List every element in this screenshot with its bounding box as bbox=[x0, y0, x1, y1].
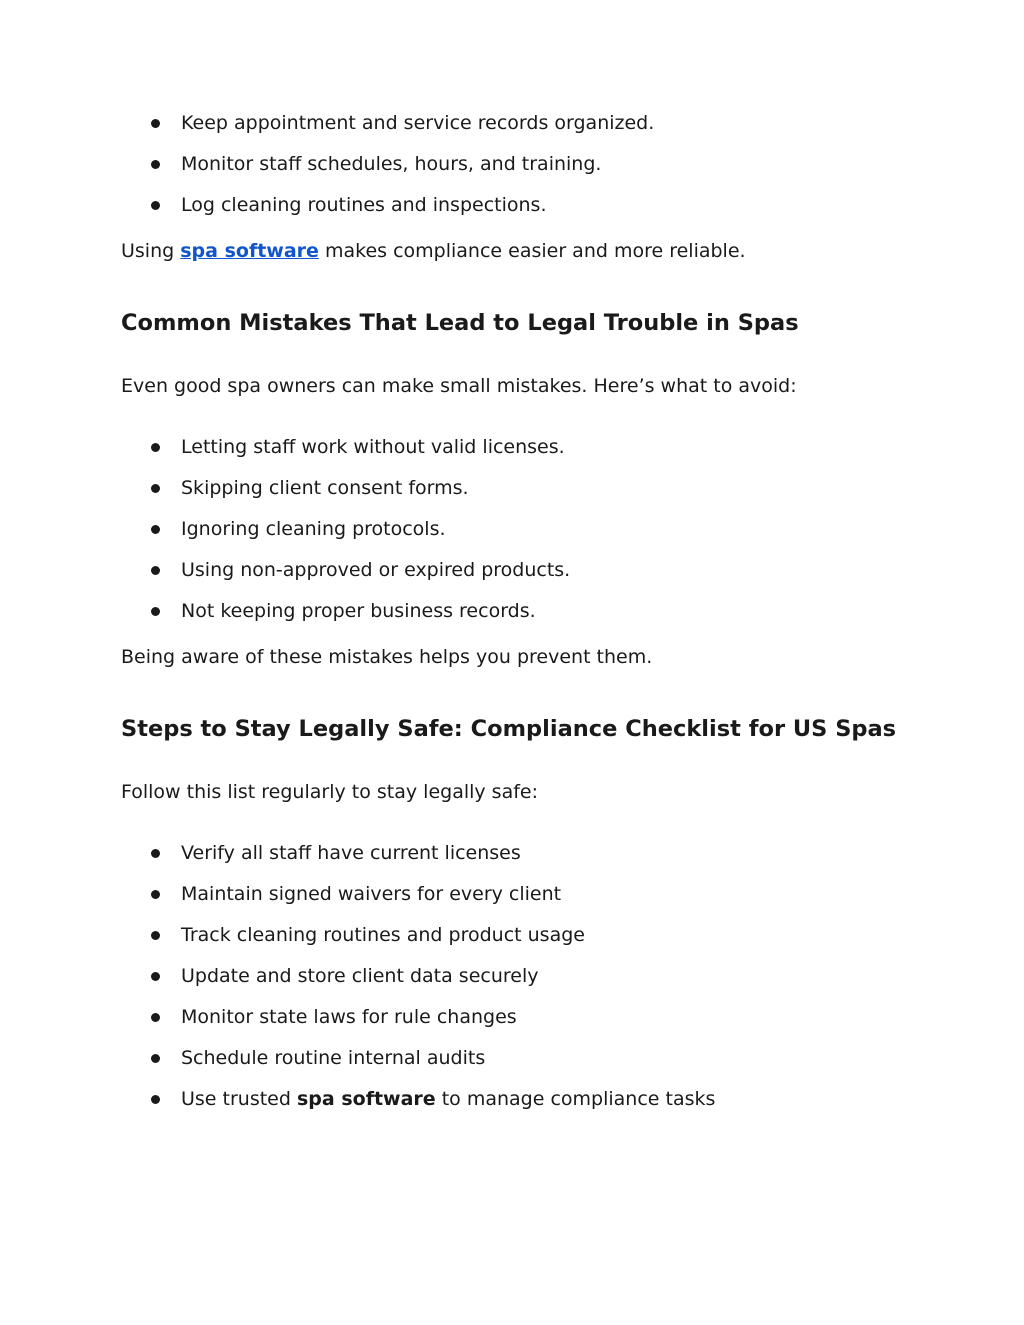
software-note-paragraph bbox=[121, 238, 901, 264]
mistakes-outro: Being aware of these mistakes helps you prevent them. bbox=[121, 646, 653, 668]
list-item bbox=[121, 557, 901, 583]
list-item bbox=[121, 110, 901, 136]
document-content bbox=[121, 110, 901, 1127]
bullet-icon bbox=[151, 1013, 160, 1022]
bullet-icon bbox=[151, 160, 160, 169]
software-note-after: makes compliance easier and more reliable. bbox=[318, 240, 746, 262]
list-item bbox=[121, 192, 901, 218]
spa-software-link[interactable]: spa software bbox=[180, 240, 319, 262]
bullet-icon bbox=[151, 443, 160, 452]
list-item-text: Maintain signed waivers for every client bbox=[181, 883, 562, 905]
bullet-icon bbox=[151, 1095, 160, 1104]
list-item-text: Letting staff work without valid licenses. bbox=[181, 436, 565, 458]
software-note-before: Using bbox=[121, 240, 181, 262]
list-item bbox=[121, 475, 901, 501]
list-item-text: Not keeping proper business records. bbox=[181, 600, 536, 622]
intro-bullet-list bbox=[121, 110, 901, 218]
bullet-icon bbox=[151, 972, 160, 981]
list-item-text: Update and store client data securely bbox=[181, 965, 539, 987]
list-item bbox=[121, 598, 901, 624]
bullet-icon bbox=[151, 566, 160, 575]
bullet-icon bbox=[151, 607, 160, 616]
list-item bbox=[121, 1045, 901, 1071]
list-item bbox=[121, 963, 901, 989]
list-item-text: Monitor staff schedules, hours, and training. bbox=[181, 153, 602, 175]
mistakes-bullet-list bbox=[121, 434, 901, 624]
list-item bbox=[121, 881, 901, 907]
list-item-text: Schedule routine internal audits bbox=[181, 1047, 486, 1069]
bullet-icon bbox=[151, 890, 160, 899]
bullet-icon bbox=[151, 201, 160, 210]
list-item-text: Using non-approved or expired products. bbox=[181, 559, 571, 581]
list-item-text: Log cleaning routines and inspections. bbox=[181, 194, 547, 216]
list-item-text: Keep appointment and service records organized. bbox=[181, 112, 655, 134]
checklist-heading: Steps to Stay Legally Safe: Compliance Checklist for US Spas bbox=[121, 716, 897, 742]
checklist-bullet-list bbox=[121, 840, 901, 1112]
checklist-intro: Follow this list regularly to stay legally safe: bbox=[121, 781, 538, 803]
list-item-text bbox=[181, 1088, 715, 1110]
bullet-icon bbox=[151, 849, 160, 858]
bullet-icon bbox=[151, 931, 160, 940]
last-item-before: Use trusted bbox=[181, 1088, 297, 1110]
list-item-text: Track cleaning routines and product usage bbox=[181, 924, 585, 946]
bullet-icon bbox=[151, 484, 160, 493]
mistakes-intro: Even good spa owners can make small mistakes. Here’s what to avoid: bbox=[121, 375, 797, 397]
list-item-text: Verify all staff have current licenses bbox=[181, 842, 521, 864]
list-item-text: Skipping client consent forms. bbox=[181, 477, 469, 499]
list-item bbox=[121, 922, 901, 948]
spa-software-bold: spa software bbox=[296, 1088, 436, 1110]
list-item bbox=[121, 1004, 901, 1030]
list-item bbox=[121, 434, 901, 460]
bullet-icon bbox=[151, 119, 160, 128]
list-item bbox=[121, 151, 901, 177]
list-item bbox=[121, 1086, 901, 1112]
list-item-text: Ignoring cleaning protocols. bbox=[181, 518, 446, 540]
last-item-after: to manage compliance tasks bbox=[435, 1088, 716, 1110]
list-item bbox=[121, 516, 901, 542]
mistakes-heading: Common Mistakes That Lead to Legal Trouble in Spas bbox=[121, 310, 799, 336]
list-item bbox=[121, 840, 901, 866]
list-item-text: Monitor state laws for rule changes bbox=[181, 1006, 517, 1028]
bullet-icon bbox=[151, 525, 160, 534]
bullet-icon bbox=[151, 1054, 160, 1063]
